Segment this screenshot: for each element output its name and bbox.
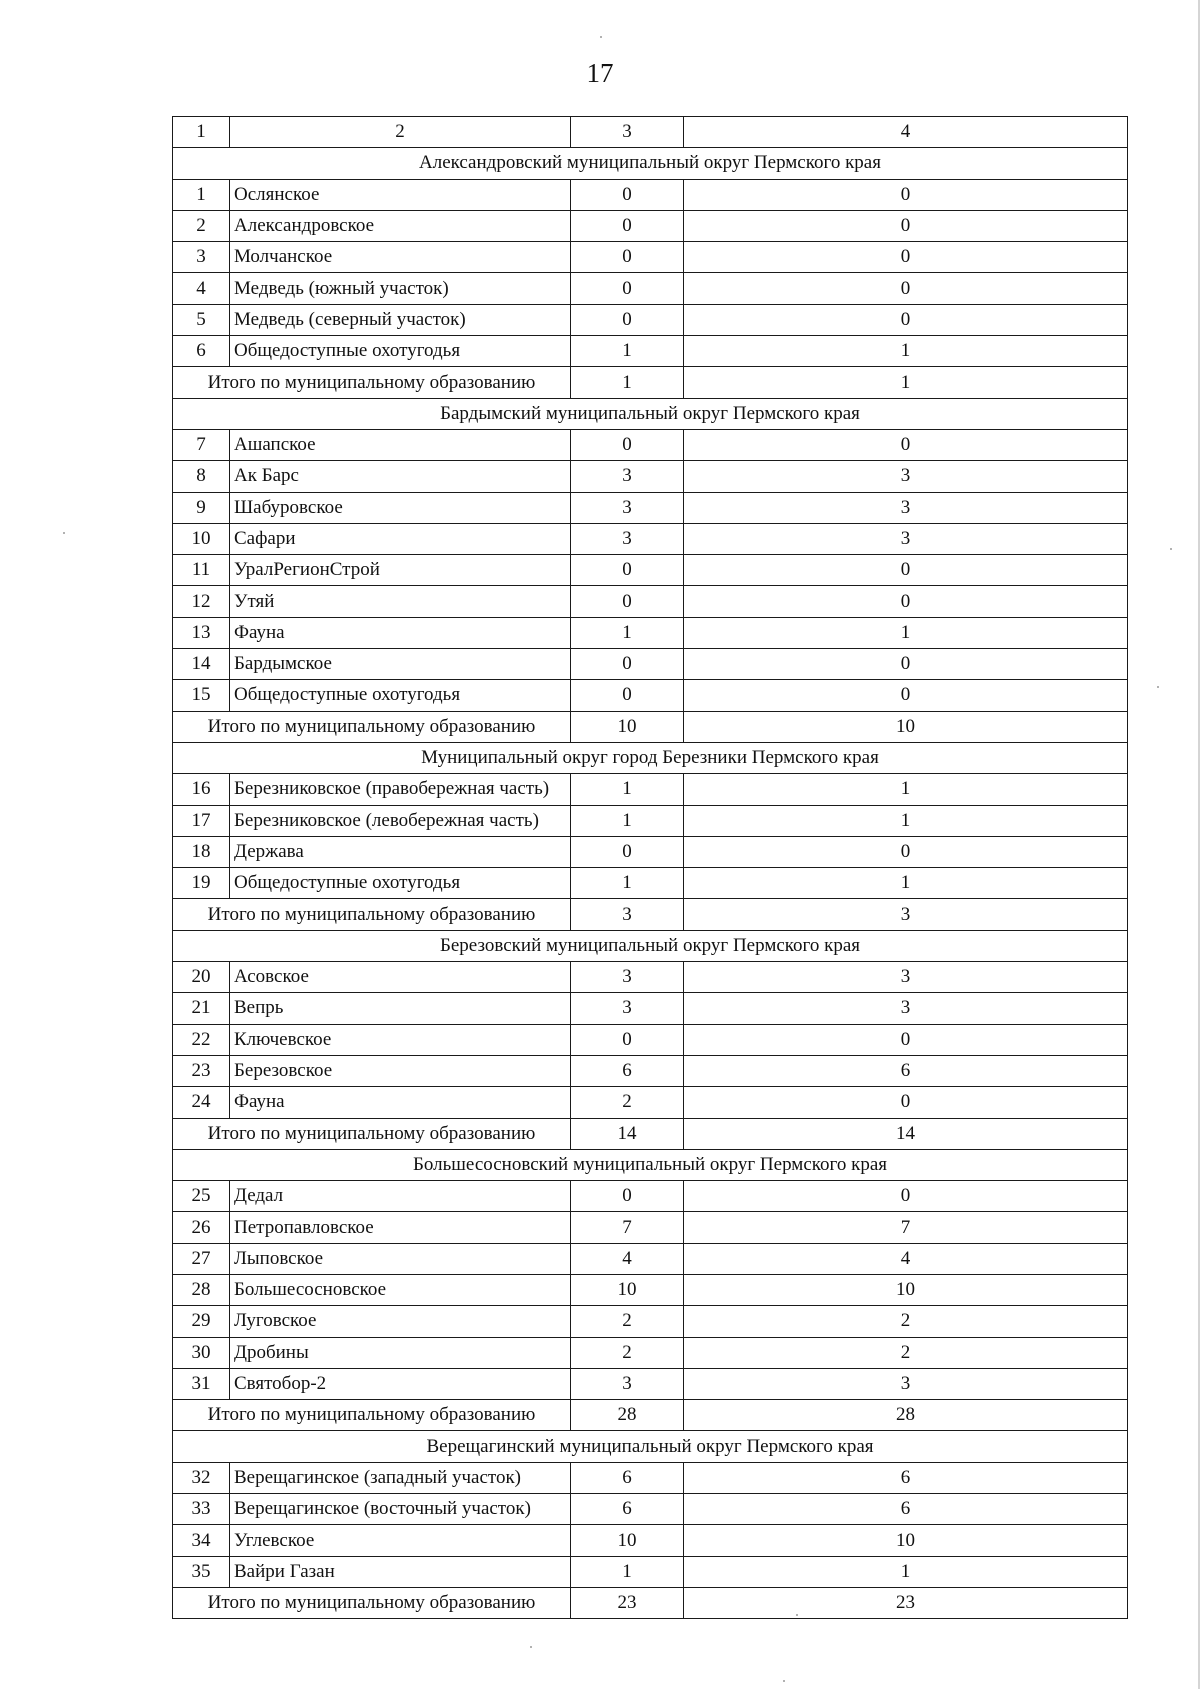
value-column-4: 4 xyxy=(684,1243,1128,1274)
value-column-4: 0 xyxy=(684,429,1128,460)
row-number: 12 xyxy=(173,586,230,617)
table-row xyxy=(173,179,1128,210)
hunting-ground-name: Молчанское xyxy=(230,242,571,273)
table-row xyxy=(173,586,1128,617)
scan-speck xyxy=(796,1614,798,1616)
value-column-3: 1 xyxy=(571,774,684,805)
value-column-4: 0 xyxy=(684,586,1128,617)
row-number: 5 xyxy=(173,304,230,335)
total-value-column-3: 28 xyxy=(571,1400,684,1431)
row-number: 29 xyxy=(173,1306,230,1337)
total-label: Итого по муниципальному образованию xyxy=(173,367,571,398)
table-row xyxy=(173,1368,1128,1399)
value-column-3: 0 xyxy=(571,836,684,867)
row-number: 27 xyxy=(173,1243,230,1274)
total-value-column-4: 14 xyxy=(684,1118,1128,1149)
value-column-3: 0 xyxy=(571,555,684,586)
value-column-3: 6 xyxy=(571,1494,684,1525)
total-value-column-4: 28 xyxy=(684,1400,1128,1431)
hunting-ground-name: Общедоступные охотугодья xyxy=(230,336,571,367)
row-number: 24 xyxy=(173,1087,230,1118)
total-label: Итого по муниципальному образованию xyxy=(173,1118,571,1149)
total-value-column-4: 3 xyxy=(684,899,1128,930)
value-column-3: 10 xyxy=(571,1525,684,1556)
value-column-3: 2 xyxy=(571,1337,684,1368)
table-row xyxy=(173,1462,1128,1493)
value-column-4: 1 xyxy=(684,617,1128,648)
section-title: Бардымский муниципальный округ Пермского края xyxy=(173,398,1128,429)
table-row xyxy=(173,1525,1128,1556)
table-row xyxy=(173,242,1128,273)
hunting-ground-name: Петропавловское xyxy=(230,1212,571,1243)
table-row xyxy=(173,336,1128,367)
table-row xyxy=(173,836,1128,867)
value-column-4: 0 xyxy=(684,304,1128,335)
scan-speck xyxy=(63,532,65,534)
hunting-ground-name: Медведь (северный участок) xyxy=(230,304,571,335)
column-number-cell: 2 xyxy=(230,117,571,148)
value-column-3: 6 xyxy=(571,1055,684,1086)
hunting-ground-name: Березовское xyxy=(230,1055,571,1086)
table-row xyxy=(173,210,1128,241)
value-column-3: 1 xyxy=(571,868,684,899)
table-row xyxy=(173,1243,1128,1274)
total-label: Итого по муниципальному образованию xyxy=(173,1400,571,1431)
value-column-4: 3 xyxy=(684,1368,1128,1399)
value-column-3: 0 xyxy=(571,273,684,304)
total-value-column-3: 3 xyxy=(571,899,684,930)
value-column-4: 2 xyxy=(684,1306,1128,1337)
section-header-row xyxy=(173,1431,1128,1462)
total-value-column-3: 10 xyxy=(571,711,684,742)
value-column-3: 7 xyxy=(571,1212,684,1243)
hunting-ground-name: Верещагинское (западный участок) xyxy=(230,1462,571,1493)
total-value-column-3: 23 xyxy=(571,1587,684,1618)
section-title: Большесосновский муниципальный округ Пермского края xyxy=(173,1149,1128,1180)
scan-speck xyxy=(783,1680,785,1682)
total-value-column-3: 14 xyxy=(571,1118,684,1149)
value-column-4: 0 xyxy=(684,242,1128,273)
table-row xyxy=(173,1024,1128,1055)
hunting-ground-name: Ашапское xyxy=(230,429,571,460)
value-column-4: 2 xyxy=(684,1337,1128,1368)
value-column-4: 6 xyxy=(684,1462,1128,1493)
table-row xyxy=(173,868,1128,899)
value-column-3: 10 xyxy=(571,1274,684,1305)
value-column-3: 1 xyxy=(571,336,684,367)
hunting-ground-name: Ключевское xyxy=(230,1024,571,1055)
row-number: 10 xyxy=(173,523,230,554)
value-column-3: 0 xyxy=(571,649,684,680)
value-column-4: 0 xyxy=(684,210,1128,241)
section-header-row xyxy=(173,930,1128,961)
value-column-4: 7 xyxy=(684,1212,1128,1243)
value-column-4: 1 xyxy=(684,336,1128,367)
table-row xyxy=(173,492,1128,523)
value-column-3: 3 xyxy=(571,492,684,523)
table-row xyxy=(173,304,1128,335)
table-row xyxy=(173,1306,1128,1337)
row-number: 32 xyxy=(173,1462,230,1493)
table-body xyxy=(173,117,1128,1619)
hunting-ground-name: Вепрь xyxy=(230,993,571,1024)
table-row xyxy=(173,1087,1128,1118)
row-number: 25 xyxy=(173,1181,230,1212)
table-row xyxy=(173,1556,1128,1587)
value-column-3: 0 xyxy=(571,242,684,273)
hunting-ground-name: Александровское xyxy=(230,210,571,241)
section-title: Муниципальный округ город Березники Пермского края xyxy=(173,742,1128,773)
table-row xyxy=(173,993,1128,1024)
value-column-4: 3 xyxy=(684,962,1128,993)
table-row xyxy=(173,805,1128,836)
row-number: 14 xyxy=(173,649,230,680)
value-column-3: 0 xyxy=(571,429,684,460)
value-column-3: 0 xyxy=(571,586,684,617)
table-row xyxy=(173,555,1128,586)
hunting-ground-name: Фауна xyxy=(230,1087,571,1118)
value-column-3: 6 xyxy=(571,1462,684,1493)
hunting-ground-name: Дедал xyxy=(230,1181,571,1212)
page-number: 17 xyxy=(586,58,614,88)
row-number: 28 xyxy=(173,1274,230,1305)
section-header-row xyxy=(173,398,1128,429)
row-number: 8 xyxy=(173,461,230,492)
section-title: Александровский муниципальный округ Пермского края xyxy=(173,148,1128,179)
table-row xyxy=(173,774,1128,805)
table-row xyxy=(173,1055,1128,1086)
table-row xyxy=(173,461,1128,492)
hunting-ground-name: Ослянское xyxy=(230,179,571,210)
value-column-4: 0 xyxy=(684,555,1128,586)
hunting-ground-name: Большесосновское xyxy=(230,1274,571,1305)
value-column-3: 4 xyxy=(571,1243,684,1274)
hunting-ground-name: Держава xyxy=(230,836,571,867)
value-column-4: 0 xyxy=(684,680,1128,711)
row-number: 7 xyxy=(173,429,230,460)
row-number: 26 xyxy=(173,1212,230,1243)
value-column-3: 2 xyxy=(571,1087,684,1118)
column-number-row xyxy=(173,117,1128,148)
hunting-ground-name: Вайри Газан xyxy=(230,1556,571,1587)
total-row xyxy=(173,899,1128,930)
row-number: 15 xyxy=(173,680,230,711)
hunting-ground-name: Луговское xyxy=(230,1306,571,1337)
row-number: 19 xyxy=(173,868,230,899)
table-row xyxy=(173,962,1128,993)
value-column-3: 0 xyxy=(571,1181,684,1212)
row-number: 30 xyxy=(173,1337,230,1368)
value-column-4: 6 xyxy=(684,1494,1128,1525)
value-column-3: 3 xyxy=(571,1368,684,1399)
value-column-4: 0 xyxy=(684,1024,1128,1055)
table-row xyxy=(173,1274,1128,1305)
table-row xyxy=(173,617,1128,648)
scan-speck xyxy=(600,36,602,38)
hunting-ground-name: Асовское xyxy=(230,962,571,993)
value-column-4: 10 xyxy=(684,1525,1128,1556)
value-column-3: 0 xyxy=(571,179,684,210)
value-column-3: 1 xyxy=(571,1556,684,1587)
total-row xyxy=(173,1587,1128,1618)
value-column-3: 3 xyxy=(571,461,684,492)
value-column-4: 3 xyxy=(684,993,1128,1024)
total-row xyxy=(173,1400,1128,1431)
column-number-cell: 4 xyxy=(684,117,1128,148)
value-column-3: 0 xyxy=(571,210,684,241)
row-number: 34 xyxy=(173,1525,230,1556)
row-number: 6 xyxy=(173,336,230,367)
value-column-3: 0 xyxy=(571,680,684,711)
value-column-3: 0 xyxy=(571,304,684,335)
value-column-4: 3 xyxy=(684,523,1128,554)
scan-speck xyxy=(530,1646,532,1648)
row-number: 18 xyxy=(173,836,230,867)
total-value-column-3: 1 xyxy=(571,367,684,398)
row-number: 22 xyxy=(173,1024,230,1055)
value-column-3: 0 xyxy=(571,1024,684,1055)
row-number: 2 xyxy=(173,210,230,241)
table-row xyxy=(173,1337,1128,1368)
row-number: 16 xyxy=(173,774,230,805)
hunting-ground-name: Березниковское (левобережная часть) xyxy=(230,805,571,836)
value-column-4: 3 xyxy=(684,492,1128,523)
section-header-row xyxy=(173,742,1128,773)
hunting-ground-name: Общедоступные охотугодья xyxy=(230,868,571,899)
hunting-ground-name: Березниковское (правобережная часть) xyxy=(230,774,571,805)
hunting-ground-name: Шабуровское xyxy=(230,492,571,523)
value-column-4: 0 xyxy=(684,1181,1128,1212)
row-number: 11 xyxy=(173,555,230,586)
hunting-ground-name: УралРегионСтрой xyxy=(230,555,571,586)
value-column-4: 6 xyxy=(684,1055,1128,1086)
value-column-4: 0 xyxy=(684,1087,1128,1118)
hunting-ground-name: Общедоступные охотугодья xyxy=(230,680,571,711)
total-label: Итого по муниципальному образованию xyxy=(173,1587,571,1618)
section-header-row xyxy=(173,1149,1128,1180)
section-title: Верещагинский муниципальный округ Пермского края xyxy=(173,1431,1128,1462)
row-number: 33 xyxy=(173,1494,230,1525)
hunting-ground-name: Углевское xyxy=(230,1525,571,1556)
table-row xyxy=(173,1212,1128,1243)
row-number: 21 xyxy=(173,993,230,1024)
total-label: Итого по муниципальному образованию xyxy=(173,711,571,742)
scan-speck xyxy=(1170,548,1172,550)
row-number: 1 xyxy=(173,179,230,210)
hunting-ground-name: Верещагинское (восточный участок) xyxy=(230,1494,571,1525)
section-header-row xyxy=(173,148,1128,179)
value-column-3: 1 xyxy=(571,617,684,648)
total-value-column-4: 1 xyxy=(684,367,1128,398)
row-number: 4 xyxy=(173,273,230,304)
value-column-4: 0 xyxy=(684,836,1128,867)
value-column-4: 0 xyxy=(684,649,1128,680)
scan-speck xyxy=(1157,686,1159,688)
value-column-3: 3 xyxy=(571,993,684,1024)
hunting-ground-name: Святобор-2 xyxy=(230,1368,571,1399)
total-value-column-4: 10 xyxy=(684,711,1128,742)
hunting-ground-name: Ак Барс xyxy=(230,461,571,492)
value-column-4: 10 xyxy=(684,1274,1128,1305)
value-column-3: 3 xyxy=(571,523,684,554)
hunting-ground-name: Бардымское xyxy=(230,649,571,680)
value-column-4: 1 xyxy=(684,774,1128,805)
hunting-ground-name: Фауна xyxy=(230,617,571,648)
total-row xyxy=(173,1118,1128,1149)
row-number: 23 xyxy=(173,1055,230,1086)
table-row xyxy=(173,1494,1128,1525)
row-number: 13 xyxy=(173,617,230,648)
row-number: 9 xyxy=(173,492,230,523)
total-value-column-4: 23 xyxy=(684,1587,1128,1618)
total-label: Итого по муниципальному образованию xyxy=(173,899,571,930)
section-title: Березовский муниципальный округ Пермского края xyxy=(173,930,1128,961)
hunting-ground-name: Сафари xyxy=(230,523,571,554)
hunting-ground-name: Медведь (южный участок) xyxy=(230,273,571,304)
row-number: 20 xyxy=(173,962,230,993)
table-row xyxy=(173,523,1128,554)
value-column-4: 1 xyxy=(684,1556,1128,1587)
row-number: 17 xyxy=(173,805,230,836)
table-row xyxy=(173,273,1128,304)
total-row xyxy=(173,711,1128,742)
total-row xyxy=(173,367,1128,398)
row-number: 35 xyxy=(173,1556,230,1587)
hunting-ground-name: Дробины xyxy=(230,1337,571,1368)
column-number-cell: 1 xyxy=(173,117,230,148)
value-column-3: 3 xyxy=(571,962,684,993)
value-column-4: 3 xyxy=(684,461,1128,492)
row-number: 3 xyxy=(173,242,230,273)
value-column-3: 2 xyxy=(571,1306,684,1337)
table-row xyxy=(173,680,1128,711)
column-number-cell: 3 xyxy=(571,117,684,148)
data-table xyxy=(172,116,1128,1619)
row-number: 31 xyxy=(173,1368,230,1399)
value-column-3: 1 xyxy=(571,805,684,836)
value-column-4: 0 xyxy=(684,179,1128,210)
value-column-4: 1 xyxy=(684,805,1128,836)
hunting-ground-name: Лыповское xyxy=(230,1243,571,1274)
table-row xyxy=(173,429,1128,460)
value-column-4: 0 xyxy=(684,273,1128,304)
table-row xyxy=(173,1181,1128,1212)
table-row xyxy=(173,649,1128,680)
value-column-4: 1 xyxy=(684,868,1128,899)
hunting-ground-name: Утяй xyxy=(230,586,571,617)
